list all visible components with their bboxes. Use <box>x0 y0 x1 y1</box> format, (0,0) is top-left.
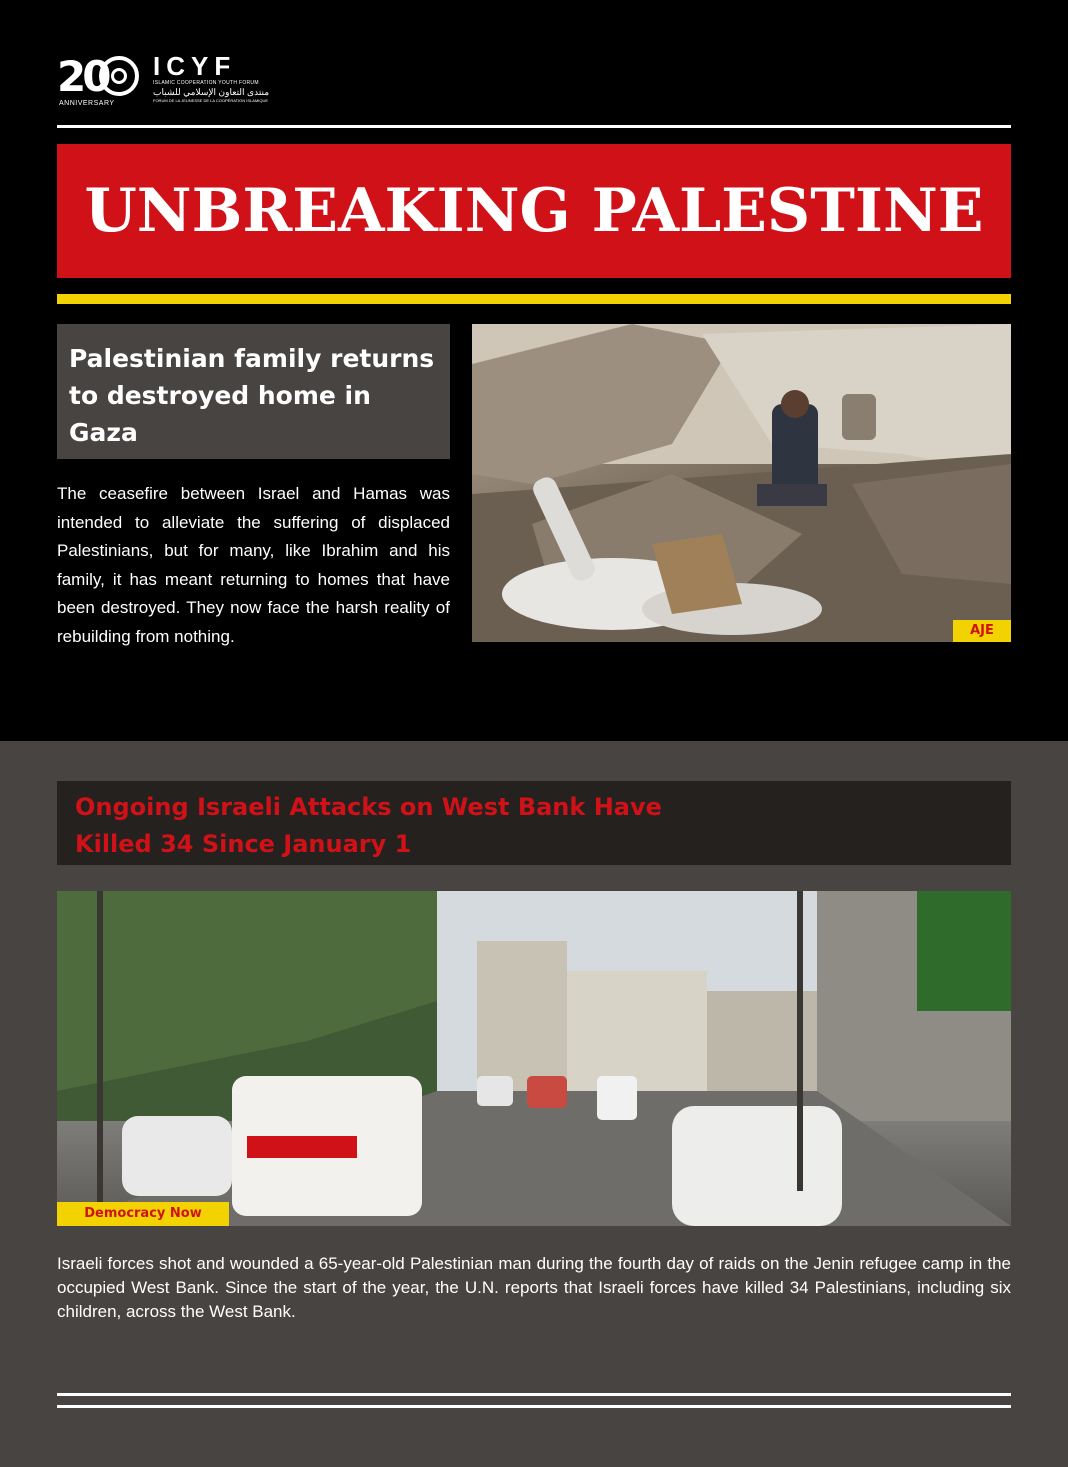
logo-arabic: منتدى التعاون الإسلامي للشباب <box>153 87 270 97</box>
logo-number: 20 <box>57 52 108 101</box>
bottom-divider-1 <box>57 1393 1011 1396</box>
story1-title-box <box>57 324 450 459</box>
story1-title: Palestinian family returns to destroyed home in Gaza <box>69 344 435 447</box>
logo-subtitle: ISLAMIC COOPERATION YOUTH FORUM <box>153 80 259 86</box>
story1-photo <box>472 324 1011 642</box>
story2-photo-credit: Democracy Now <box>57 1202 229 1226</box>
bottom-divider-2 <box>57 1405 1011 1408</box>
story2-photo <box>57 891 1011 1226</box>
logo-ring-inner-icon <box>111 68 127 84</box>
logo-french: FORUM DE LA JEUNESSE DE LA COOPÉRATION ISLAMIQUE <box>153 98 269 103</box>
top-divider <box>57 125 1011 128</box>
anniversary-mark <box>57 52 149 112</box>
story2-title: Ongoing Israeli Attacks on West Bank Have Killed 34 Since January 1 <box>75 793 662 858</box>
headline-banner <box>57 144 1011 278</box>
logo-text <box>153 52 269 104</box>
street-scene-illustration <box>57 891 1011 1226</box>
headline: UNBREAKING PALESTINE <box>84 176 984 246</box>
yellow-divider <box>57 294 1011 304</box>
logo-anniversary: ANNIVERSARY <box>59 100 115 107</box>
story1-body: The ceasefire between Israel and Hamas was intended to alleviate the suffering of displaced Palestinians, but for many, like Ibrahim and his family, it has meant returning to homes that have been destroyed. They now face the harsh reality of rebuilding from nothing. <box>57 484 450 646</box>
story1-photo-credit: AJE <box>953 620 1011 642</box>
rubble-scene-illustration <box>472 324 1011 642</box>
logo-name: ICYF <box>153 51 237 81</box>
story2-title-box <box>57 781 1011 865</box>
story2-body: Israeli forces shot and wounded a 65-year-old Palestinian man during the fourth day of raids on the Jenin refugee camp in the occupied West Bank. Since the start of the year, the U.N. reports that Israeli forces have killed 34 Palestinians, including six children, across the West Bank. <box>57 1254 1011 1321</box>
icyf-logo <box>57 52 269 114</box>
